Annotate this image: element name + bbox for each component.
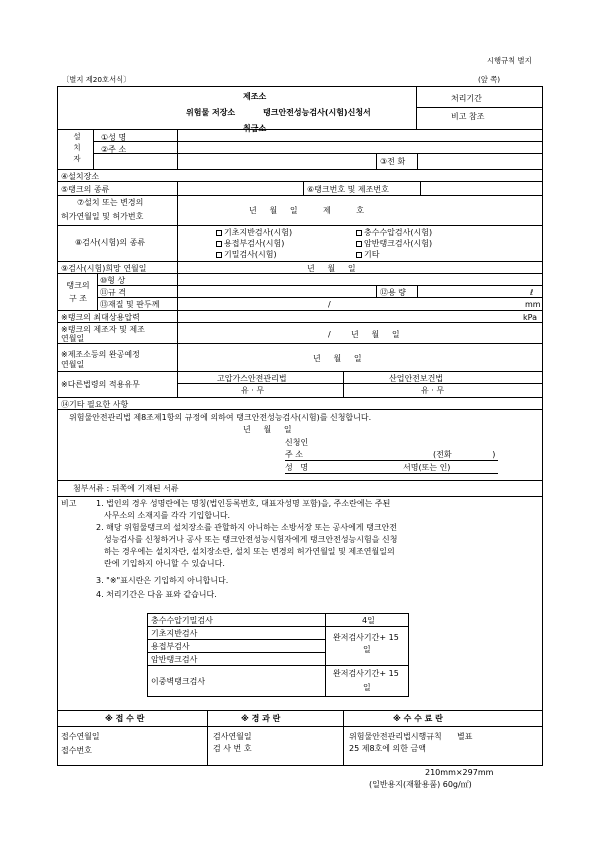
note-1a: 1. 법인의 경우 성명란에는 명칭(법인등록번호, 대표자성명 포함)을, 주소란에는 주된 bbox=[96, 499, 391, 508]
fee-basis-line-1: 위험물안전관리법시행규칙 별표 bbox=[349, 732, 473, 741]
checkbox-rock-tank[interactable] bbox=[356, 241, 362, 247]
completion-label-line-1: ※제조소등의 완공예정 bbox=[61, 350, 140, 359]
tank-number-label: ⑥탱크번호 및 제조번호 bbox=[307, 185, 389, 194]
tank-number-field[interactable] bbox=[421, 182, 542, 194]
option-foundation[interactable]: 기초지반검사(시험) bbox=[216, 228, 292, 238]
law-gas-safety: 고압가스안전관리법 bbox=[217, 374, 287, 383]
paper-size: 210mm×297mm bbox=[425, 768, 494, 777]
spec-label: ⑪규 격 bbox=[100, 288, 126, 297]
completion-date-value[interactable]: 년 월 일 bbox=[313, 354, 362, 363]
option-weld[interactable]: 용접부검사(시험) bbox=[216, 239, 284, 249]
note-3: 3. "※"표시란은 기입하지 아니합니다. bbox=[96, 576, 229, 585]
receipt-date-label: 접수연월일 bbox=[61, 732, 100, 741]
period-row-weld: 용접부검사 bbox=[151, 642, 190, 651]
law-gas-safety-yesno[interactable]: 유 · 무 bbox=[241, 386, 265, 395]
applicant-label: 신청인 bbox=[285, 438, 309, 447]
period-water-pressure-days: 4일 bbox=[362, 616, 375, 625]
period-double-wall-days-line-1: 완저검사기간+ 15 bbox=[333, 669, 399, 678]
signature-label: 서명(또는 인) bbox=[403, 463, 451, 472]
max-pressure-label: ※탱크의 최대상용압력 bbox=[61, 313, 140, 322]
applicant-name-label: 성 명 bbox=[285, 463, 309, 472]
phone-field[interactable] bbox=[418, 154, 542, 168]
maker-label-line-2: 연월일 bbox=[61, 334, 85, 343]
capacity-unit: ℓ bbox=[530, 288, 534, 297]
other-law-label: ※다른법령의 적용유무 bbox=[61, 380, 140, 389]
processing-period-label: 처리기간 bbox=[451, 94, 482, 103]
tank-type-field[interactable] bbox=[178, 182, 302, 194]
receipt-number-label: 접수번호 bbox=[61, 746, 92, 755]
receipt-column-header: ※ 접 수 란 bbox=[105, 714, 145, 723]
spec-field[interactable] bbox=[178, 286, 375, 296]
declaration-date[interactable]: 년 월 일 bbox=[243, 425, 292, 434]
capacity-label: ⑫용 량 bbox=[380, 288, 406, 297]
phone-label: ③전 화 bbox=[380, 157, 406, 166]
processing-period-note: 비고 참조 bbox=[451, 112, 485, 121]
fee-basis-line-2: 25 제8호에 의한 금액 bbox=[349, 744, 426, 753]
site-field[interactable] bbox=[178, 170, 542, 180]
form-number: 〔별지 제20호서식〕 bbox=[62, 75, 131, 84]
period-group-days-line-2: 일 bbox=[363, 645, 371, 654]
note-2b: 성능검사를 신청하거나 공사 또는 탱크안전성능시험자에게 탱크안전성능시험을 신청 bbox=[104, 535, 398, 544]
page-side-note: (앞 쪽) bbox=[478, 75, 501, 84]
material-separator: / bbox=[328, 300, 331, 309]
form-title: 탱크안전성능검사(시험)신청서 bbox=[263, 108, 371, 117]
pressure-unit: kPa bbox=[523, 313, 537, 322]
option-airtight[interactable]: 기밀검사(시험) bbox=[216, 250, 277, 260]
title-line-2: 위험물 저장소 bbox=[186, 108, 236, 117]
completion-label-line-2: 연월일 bbox=[61, 360, 85, 369]
note-4: 4. 처리기간은 다음 표와 같습니다. bbox=[96, 590, 217, 599]
checkbox-airtight[interactable] bbox=[216, 252, 222, 258]
permit-label-line-1: ⑦설치 또는 변경의 bbox=[77, 198, 144, 207]
rule-reference: 시행규칙 별지 bbox=[487, 56, 532, 65]
tank-structure-label: 탱크의 구 조 bbox=[66, 281, 90, 303]
checkbox-other[interactable] bbox=[356, 252, 362, 258]
permit-label-line-2: 허가연월일 및 허가번호 bbox=[61, 212, 144, 221]
period-row-water-pressure: 충수수압기밀검사 bbox=[151, 616, 213, 625]
address-field[interactable] bbox=[178, 142, 542, 152]
desired-date-label: ⑨검사(시험)희망 연월일 bbox=[61, 264, 147, 273]
desired-date-value[interactable]: 년 월 일 bbox=[307, 264, 356, 273]
progress-column-header: ※ 경 과 란 bbox=[241, 714, 281, 723]
note-1b: 사무소의 소재지를 각각 기입합니다. bbox=[104, 511, 231, 520]
checkbox-weld[interactable] bbox=[216, 241, 222, 247]
paper-type: (일반용지(재활용품) 60g/㎡) bbox=[369, 780, 472, 789]
name-field[interactable] bbox=[178, 130, 542, 140]
note-2d: 란에 기입하지 아니할 수 있습니다. bbox=[104, 559, 225, 568]
law-industrial-safety: 산업안전보건법 bbox=[389, 374, 444, 383]
tank-type-label: ⑤탱크의 종류 bbox=[61, 185, 110, 194]
title-line-1: 제조소 bbox=[243, 92, 267, 101]
period-group-days-line-1: 완저검사기간+ 15 bbox=[333, 633, 399, 642]
option-other[interactable]: 기타 bbox=[356, 250, 379, 260]
installer-section-label: 설 치 자 bbox=[73, 132, 81, 163]
period-row-foundation: 기초지반검사 bbox=[151, 629, 198, 638]
applicant-phone[interactable]: (전화 ) bbox=[433, 450, 496, 459]
period-row-double-wall: 이중벽탱크검사 bbox=[151, 677, 206, 686]
fee-column-header: ※ 수 수 료 란 bbox=[393, 714, 443, 723]
period-double-wall-days-line-2: 일 bbox=[363, 683, 371, 692]
period-row-rock-tank: 암반탱크검사 bbox=[151, 655, 198, 664]
shape-label: ⑩형 상 bbox=[100, 276, 126, 285]
note-2a: 2. 해당 위험물탱크의 설치장소를 관할하지 아니하는 소방서장 또는 공사에게 탱크안전 bbox=[96, 523, 397, 532]
address-label: ②주 소 bbox=[101, 145, 127, 154]
attachments-note: 첨부서류 : 뒤쪽에 기재된 서류 bbox=[73, 484, 179, 493]
inspection-date-label: 검사연월일 bbox=[213, 732, 252, 741]
site-label: ④설치장소 bbox=[61, 172, 100, 181]
declaration-text: 위험물안전관리법 제8조제1항의 규정에 의하여 탱크안전성능검사(시험)를 신청합니다. bbox=[69, 413, 372, 422]
inspection-type-label: ⑧검사(시험)의 종류 bbox=[75, 238, 146, 247]
law-industrial-safety-yesno[interactable]: 유 · 무 bbox=[421, 386, 445, 395]
note-2c: 하는 경우에는 설치자란, 설치장소란, 설치 또는 변경의 허가연월일 및 제조연월일의 bbox=[104, 547, 395, 556]
shape-field[interactable] bbox=[178, 274, 542, 284]
notes-label: 비고 bbox=[61, 499, 77, 508]
material-unit: mm bbox=[525, 300, 541, 309]
other-matters-label: ⑭기타 필요한 사항 bbox=[61, 400, 129, 409]
option-rock-tank[interactable]: 암반탱크검사(시험) bbox=[356, 239, 432, 249]
checkbox-water-pressure[interactable] bbox=[356, 230, 362, 236]
name-label: ①성 명 bbox=[101, 133, 127, 142]
maker-label-line-1: ※탱크의 제조자 및 제조 bbox=[61, 325, 145, 334]
inspection-number-label: 검 사 번 호 bbox=[213, 744, 252, 753]
checkbox-foundation[interactable] bbox=[216, 230, 222, 236]
permit-date-number[interactable]: 년 월 일 제 호 bbox=[249, 206, 364, 215]
address-field-continued[interactable] bbox=[178, 154, 375, 168]
material-label: ⑬재질 및 판두께 bbox=[100, 300, 160, 309]
maker-value[interactable]: / 년 월 일 bbox=[328, 330, 400, 339]
title-line-3: 취급소 bbox=[243, 124, 267, 133]
applicant-address-label: 주 소 bbox=[285, 450, 303, 459]
option-water-pressure[interactable]: 충수수압검사(시험) bbox=[356, 228, 432, 238]
